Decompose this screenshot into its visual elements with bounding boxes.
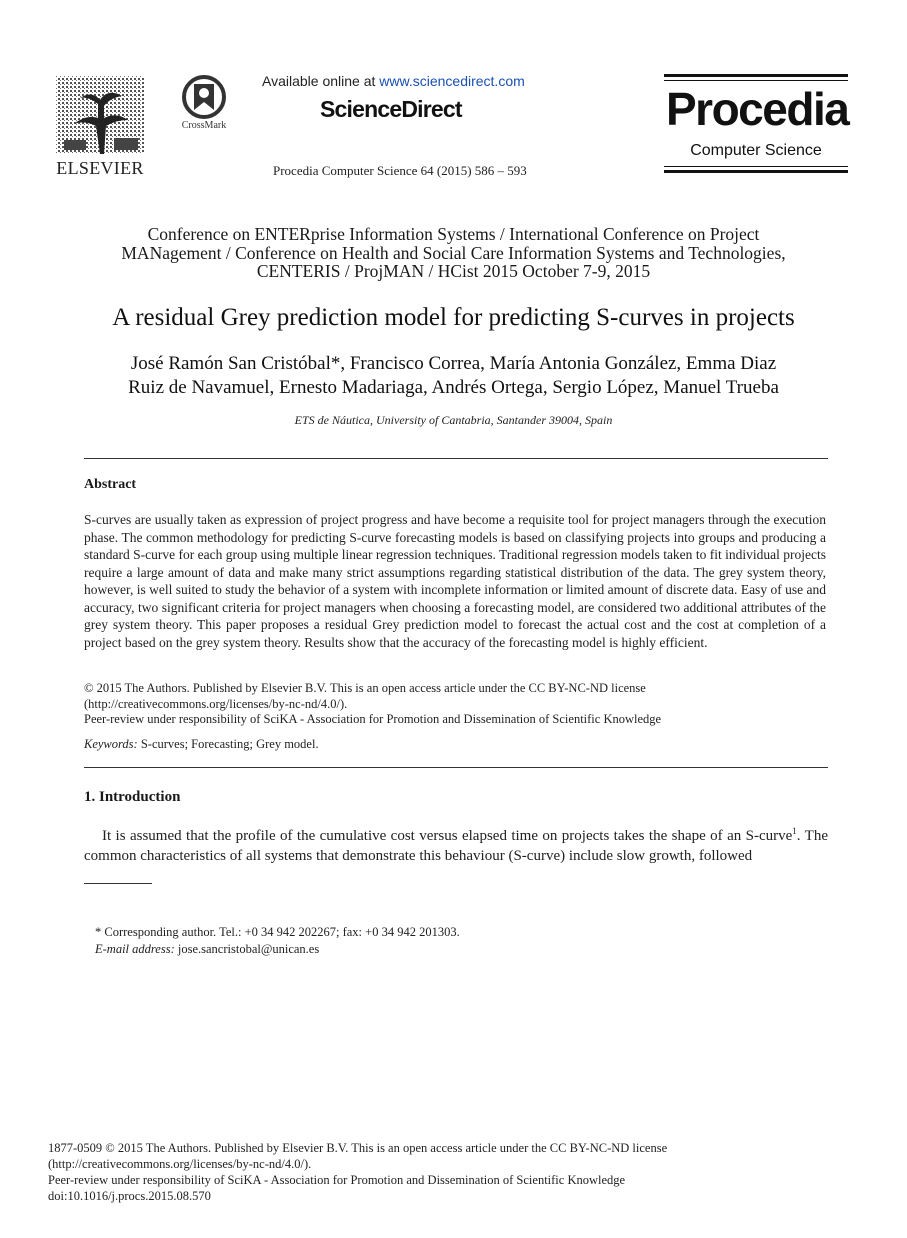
license-notice	[84, 681, 826, 728]
keywords	[84, 737, 826, 752]
procedia-top-rule	[664, 74, 848, 77]
procedia-title: Procedia	[666, 83, 849, 135]
footnote-rule	[84, 883, 152, 884]
author-list	[60, 352, 847, 400]
sciencedirect-link[interactable]: www.sciencedirect.com	[379, 73, 525, 89]
journal-reference: Procedia Computer Science 64 (2015) 586 – 593	[273, 163, 527, 178]
crossmark-icon	[181, 74, 227, 120]
intro-text-part1: It is assumed that the profile of the cumulative cost versus elapsed time on projects takes the shape of an S-curve	[102, 828, 793, 844]
abstract-bottom-rule	[84, 767, 828, 768]
corresponding-line: * Corresponding author. Tel.: +0 34 942 202267; fax: +0 34 942 201303.	[95, 925, 460, 939]
keywords-list: S-curves; Forecasting; Grey model.	[137, 737, 319, 751]
footer-peer-review: Peer-review under responsibility of SciKA - Association for Promotion and Dissemination of Scientific Knowledge	[48, 1173, 626, 1187]
abstract-text: S-curves are usually taken as expression of project progress and have become a requisite tool for project managers through the execution phase. The common methodology for predicting S-curve forecasting models is based on classifying projects into groups and producing a standard S-curve for each group using multiple linear regression techniques. Traditional regression models taken to fit individual projects require a large amount of data and make many strict assumptions regarding statistical distribution of the data. The grey system theory, however, is well suited to study the behavior of a system with incomplete information or limited amount of discrete data. Easy of use and accuracy, two significant criteria for project managers when choosing a forecasting model, are considered two additional attributes of the grey system theory. This paper proposes a residual Grey prediction model to forecast the actual cost and the cost at completion of a project based on the grey system theory. Results show that the accuracy of the forecasting model is highly efficient.	[84, 512, 826, 650]
license-line: © 2015 The Authors. Published by Elsevier B.V. This is an open access article under the CC BY-NC-ND license	[84, 681, 646, 695]
paper-title: A residual Grey prediction model for predicting S-curves in projects	[112, 304, 795, 331]
crossmark-label: CrossMark	[181, 120, 227, 131]
introduction-paragraph	[84, 826, 828, 866]
license-link[interactable]: (http://creativecommons.org/licenses/by-nc-nd/4.0/).	[84, 696, 348, 711]
affiliation: ETS de Náutica, University of Cantabria, Santander 39004, Spain	[294, 413, 613, 427]
author-line: José Ramón San Cristóbal*, Francisco Correa, María Antonia González, Emma Diaz	[130, 353, 777, 374]
conference-name	[60, 225, 847, 281]
abstract-top-rule	[84, 458, 828, 459]
elsevier-wordmark: ELSEVIER	[56, 158, 144, 178]
peer-review-line: Peer-review under responsibility of SciKA - Association for Promotion and Dissemination of Scientific Knowledge	[84, 712, 662, 726]
email-label: E-mail address:	[95, 942, 175, 956]
author-line: Ruiz de Navamuel, Ernesto Madariaga, Andrés Ortega, Sergio López, Manuel Trueba	[128, 377, 779, 398]
corresponding-author-footnote	[95, 924, 795, 958]
footnote-ref[interactable]: 1	[792, 826, 797, 836]
footer-doi[interactable]: doi:10.1016/j.procs.2015.08.570	[48, 1189, 211, 1203]
elsevier-tree-icon	[54, 74, 146, 156]
crossmark-badge[interactable]	[174, 74, 234, 131]
procedia-bottom-rule-thin	[664, 166, 848, 167]
footer-issn-line: 1877-0509 © 2015 The Authors. Published by Elsevier B.V. This is an open access article under the CC BY-NC-ND license	[48, 1141, 668, 1155]
page-footer	[48, 1140, 858, 1204]
available-online	[262, 73, 525, 89]
intro-text-part2: . The common characteristics of all systems that demonstrate this behaviour (S-curve) include slow growth, followed	[84, 828, 828, 864]
abstract-heading: Abstract	[84, 477, 137, 492]
email-address[interactable]: jose.sancristobal@unican.es	[174, 942, 320, 956]
section-heading-introduction: 1. Introduction	[84, 789, 181, 805]
elsevier-logo	[52, 74, 148, 178]
conference-line: MANagement / Conference on Health and Social Care Information Systems and Technologies,	[121, 242, 786, 263]
conference-line: CENTERIS / ProjMAN / HCist 2015 October 7-9, 2015	[256, 261, 651, 281]
sciencedirect-logo: ScienceDirect	[320, 96, 462, 122]
procedia-logo	[664, 74, 848, 174]
available-prefix: Available online at	[262, 73, 380, 89]
keywords-label: Keywords:	[84, 737, 138, 751]
procedia-top-rule-thin	[664, 80, 848, 81]
procedia-bottom-rule	[664, 170, 848, 173]
conference-line: Conference on ENTERprise Information Systems / International Conference on Project	[147, 224, 760, 244]
footer-license-link[interactable]: (http://creativecommons.org/licenses/by-nc-nd/4.0/).	[48, 1157, 312, 1171]
procedia-subtitle: Computer Science	[690, 142, 822, 159]
email-line	[95, 941, 795, 958]
